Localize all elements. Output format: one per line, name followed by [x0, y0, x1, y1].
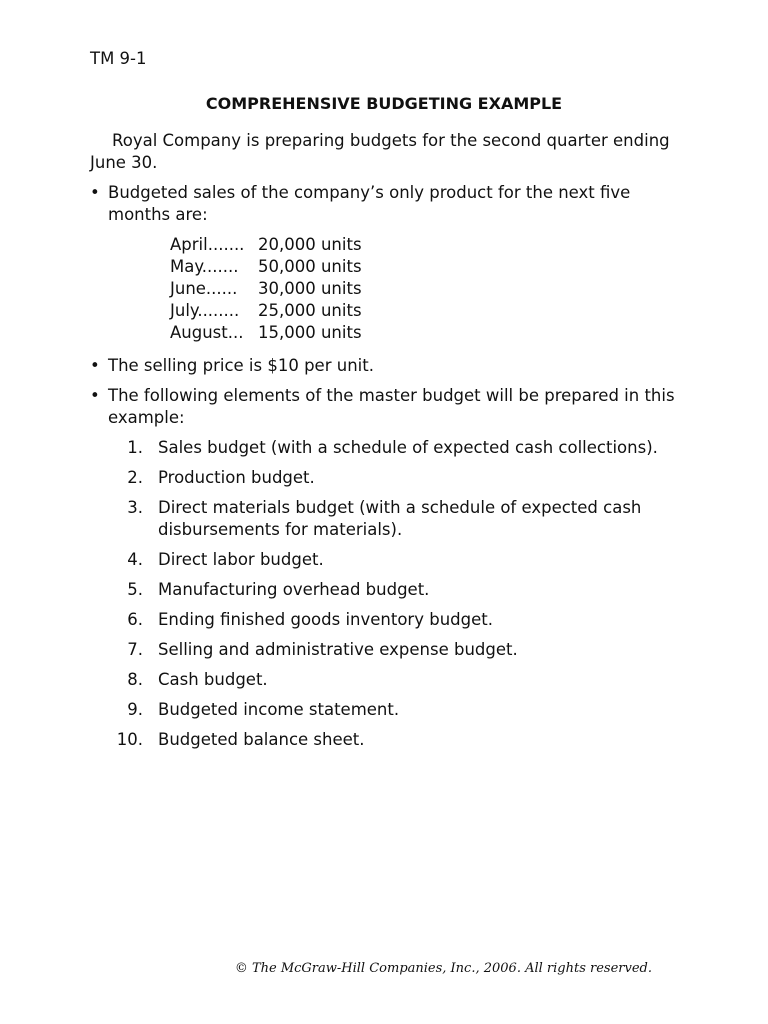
units-cell: 25,000 units — [258, 301, 362, 320]
list-item — [108, 639, 708, 661]
list-text: Ending finished goods inventory budget. — [158, 610, 493, 629]
month-cell: May....... — [170, 257, 239, 276]
list-item — [108, 729, 708, 751]
month-cell: April....... — [170, 235, 245, 254]
month-cell: August... — [170, 323, 244, 342]
month-cell: July........ — [170, 301, 240, 320]
table-row — [170, 256, 362, 278]
month-cell: June...... — [170, 279, 238, 298]
list-number: 7. — [127, 640, 143, 659]
list-number: 8. — [127, 670, 143, 689]
page-title: COMPREHENSIVE BUDGETING EXAMPLE — [205, 94, 563, 113]
copyright-footer: © The McGraw-Hill Companies, Inc., 2006. All rights reserved. — [234, 961, 652, 976]
list-item — [108, 669, 708, 691]
table-row — [170, 234, 362, 256]
list-number: 5. — [127, 580, 143, 599]
units-cell: 20,000 units — [258, 235, 362, 254]
list-number: 9. — [127, 700, 143, 719]
list-number: 6. — [127, 610, 143, 629]
list-text: Selling and administrative expense budget. — [158, 640, 518, 659]
table-row — [170, 278, 362, 300]
list-item — [108, 497, 708, 541]
bullet-icon: • — [90, 183, 100, 202]
list-text: Budgeted balance sheet. — [158, 730, 365, 749]
list-number: 10. — [116, 730, 143, 749]
units-cell: 50,000 units — [258, 257, 362, 276]
list-text: Manufacturing overhead budget. — [158, 580, 430, 599]
bullet-text: The selling price is $10 per unit. — [108, 356, 374, 375]
bullet-icon: • — [90, 356, 100, 375]
table-row — [170, 322, 362, 344]
list-text: Direct labor budget. — [158, 550, 324, 569]
list-item — [108, 609, 708, 631]
bullet-text: The following elements of the master budget will be prepared in this example: — [108, 386, 675, 427]
bullet-text: Budgeted sales of the company’s only product for the next five months are: — [108, 183, 631, 224]
list-item — [108, 699, 708, 721]
list-item — [108, 437, 708, 459]
list-text: Budgeted income statement. — [158, 700, 400, 719]
list-item — [108, 579, 708, 601]
units-cell: 30,000 units — [258, 279, 362, 298]
sales-table — [170, 234, 362, 344]
intro-paragraph: Royal Company is preparing budgets for the second quarter ending June 30. — [90, 131, 670, 172]
list-text: Production budget. — [158, 468, 315, 487]
bullet-item-price — [90, 355, 690, 377]
units-cell: 15,000 units — [258, 323, 362, 342]
list-number: 1. — [127, 438, 143, 457]
list-number: 3. — [127, 498, 143, 517]
list-number: 2. — [127, 468, 143, 487]
list-text: Cash budget. — [158, 670, 268, 689]
bullet-item-sales — [90, 182, 690, 226]
list-item — [108, 467, 708, 489]
list-number: 4. — [127, 550, 143, 569]
table-row — [170, 300, 362, 322]
slide-label: TM 9-1 — [90, 49, 147, 68]
list-item — [108, 549, 708, 571]
budget-elements-list — [108, 437, 708, 759]
list-text: Sales budget (with a schedule of expected cash collections). — [158, 438, 658, 457]
list-text: Direct materials budget (with a schedule of expected cash disbursements for materials). — [158, 498, 642, 539]
bullet-icon: • — [90, 386, 100, 405]
bullet-item-elements — [90, 385, 690, 429]
